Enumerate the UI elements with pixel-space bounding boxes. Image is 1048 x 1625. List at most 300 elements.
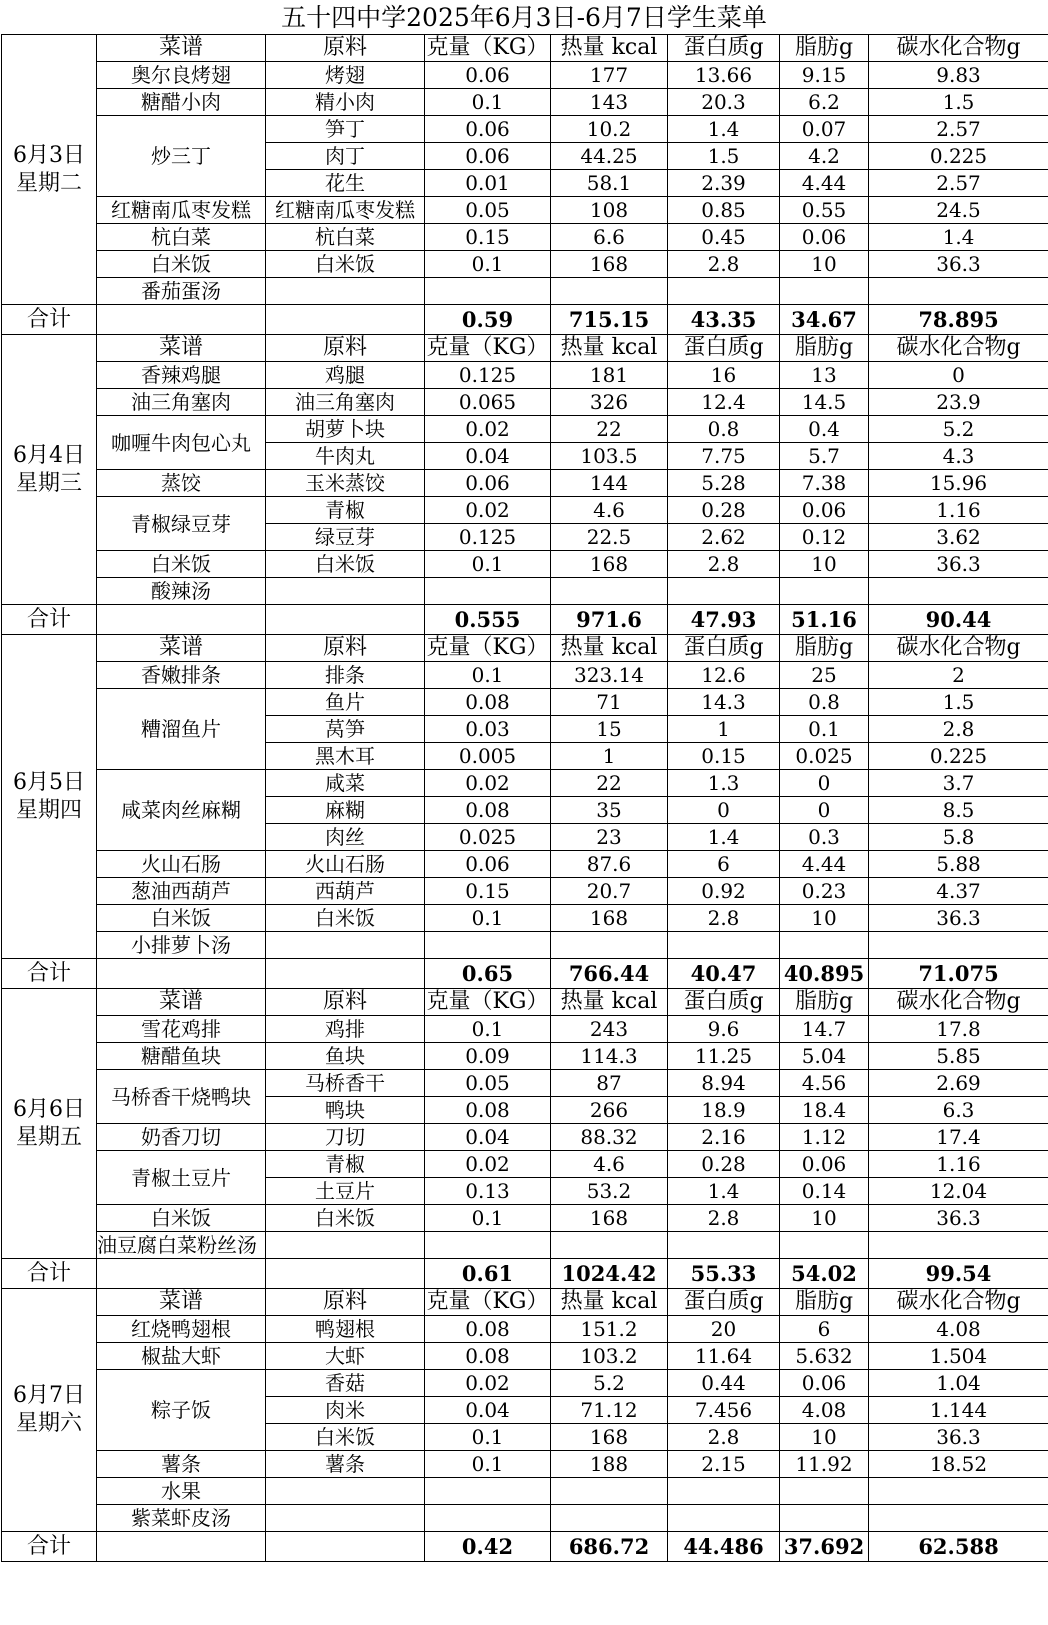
total-fat: 51.16 [780,605,869,635]
value-kcal: 266 [551,1097,668,1124]
table-row [2,116,1048,143]
value-carb: 5.8 [869,824,1048,851]
value-carb: 1.5 [869,89,1048,116]
ingredient: 火山石肠 [266,851,425,878]
value-protein [668,578,780,605]
value-protein: 13.66 [668,62,780,89]
column-header: 碳水化合物g [869,35,1048,62]
value-fat: 10 [780,905,869,932]
value-carb: 9.83 [869,62,1048,89]
column-header: 菜谱 [97,989,266,1016]
ingredient: 花生 [266,170,425,197]
table-row [2,1205,1048,1232]
value-kcal: 103.2 [551,1343,668,1370]
value-kg: 0.08 [425,797,551,824]
table-row [2,278,1048,305]
dish-name: 咸菜肉丝麻糊 [97,770,266,851]
value-fat: 6 [780,1316,869,1343]
ingredient: 鸭块 [266,1097,425,1124]
value-carb: 4.3 [869,443,1048,470]
value-kg: 0.03 [425,716,551,743]
value-protein: 12.6 [668,662,780,689]
value-kg: 0.1 [425,662,551,689]
value-kcal: 20.7 [551,878,668,905]
value-kg: 0.08 [425,1343,551,1370]
table-row [2,1070,1048,1097]
table-row [2,62,1048,89]
value-kcal: 71 [551,689,668,716]
value-kcal: 71.12 [551,1397,668,1424]
total-protein: 43.35 [668,305,780,335]
table-row [2,932,1048,959]
page-title: 五十四中学2025年6月3日-6月7日学生菜单 [281,3,767,32]
value-protein [668,932,780,959]
dish-name: 番茄蛋汤 [97,278,266,305]
table-row [2,497,1048,524]
total-fat: 34.67 [780,305,869,335]
value-fat: 18.4 [780,1097,869,1124]
value-protein: 16 [668,362,780,389]
value-carb: 5.88 [869,851,1048,878]
dish-name: 小排萝卜汤 [97,932,266,959]
value-carb: 5.2 [869,416,1048,443]
value-kg: 0.04 [425,443,551,470]
total-empty-dish [97,605,266,635]
value-carb: 1.4 [869,224,1048,251]
total-empty-dish [97,959,266,989]
table-row [2,878,1048,905]
value-kg: 0.06 [425,62,551,89]
ingredient: 白米饭 [266,551,425,578]
ingredient: 肉米 [266,1397,425,1424]
total-row [2,959,1048,989]
value-kcal: 326 [551,389,668,416]
ingredient: 绿豆芽 [266,524,425,551]
total-row [2,305,1048,335]
total-empty-dish [97,305,266,335]
ingredient [266,1505,425,1532]
value-kg: 0.08 [425,1316,551,1343]
value-kg [425,578,551,605]
column-header: 脂肪g [780,335,869,362]
value-protein: 8.94 [668,1070,780,1097]
dish-name: 酸辣汤 [97,578,266,605]
value-protein: 2.62 [668,524,780,551]
dish-name: 红糖南瓜枣发糕 [97,197,266,224]
dish-name: 粽子饭 [97,1370,266,1451]
value-carb [869,578,1048,605]
day-header-row [2,635,1048,662]
value-protein: 1.3 [668,770,780,797]
ingredient: 黑木耳 [266,743,425,770]
ingredient: 刀切 [266,1124,425,1151]
table-row [2,1343,1048,1370]
day-header-row [2,335,1048,362]
value-kcal: 151.2 [551,1316,668,1343]
dish-name: 油豆腐白菜粉丝汤 [97,1232,266,1259]
column-header: 热量 kcal [551,35,668,62]
dish-name: 糟溜鱼片 [97,689,266,770]
total-empty-ingredient [266,959,425,989]
value-protein: 2.39 [668,170,780,197]
value-kcal: 44.25 [551,143,668,170]
ingredient: 青椒 [266,497,425,524]
ingredient: 杭白菜 [266,224,425,251]
column-header: 热量 kcal [551,989,668,1016]
dish-name: 火山石肠 [97,851,266,878]
table-row [2,851,1048,878]
value-carb: 2.69 [869,1070,1048,1097]
value-carb: 1.144 [869,1397,1048,1424]
value-fat: 0.55 [780,197,869,224]
value-kcal: 177 [551,62,668,89]
value-kcal: 22 [551,416,668,443]
value-kg: 0.04 [425,1397,551,1424]
value-fat: 6.2 [780,89,869,116]
column-header: 脂肪g [780,989,869,1016]
value-carb: 18.52 [869,1451,1048,1478]
total-carb: 90.44 [869,605,1048,635]
value-protein [668,1232,780,1259]
ingredient: 咸菜 [266,770,425,797]
value-protein: 0.28 [668,1151,780,1178]
value-kg: 0.08 [425,689,551,716]
total-kcal: 1024.42 [551,1259,668,1289]
dish-name: 香嫩排条 [97,662,266,689]
value-carb: 36.3 [869,251,1048,278]
value-kcal [551,1478,668,1505]
value-fat [780,578,869,605]
value-carb: 0.225 [869,143,1048,170]
value-protein: 18.9 [668,1097,780,1124]
value-protein: 14.3 [668,689,780,716]
value-kcal: 4.6 [551,497,668,524]
value-kcal: 143 [551,89,668,116]
dish-name: 青椒绿豆芽 [97,497,266,551]
value-carb: 0 [869,362,1048,389]
table-row [2,1232,1048,1259]
table-row [2,1451,1048,1478]
value-fat: 14.7 [780,1016,869,1043]
value-kg: 0.15 [425,878,551,905]
total-label: 合计 [2,605,97,635]
date-text: 6月7日 [13,1383,85,1408]
value-kcal: 188 [551,1451,668,1478]
value-kg: 0.1 [425,251,551,278]
value-fat: 11.92 [780,1451,869,1478]
value-protein: 0.45 [668,224,780,251]
value-protein: 2.8 [668,551,780,578]
total-carb: 71.075 [869,959,1048,989]
value-kcal: 5.2 [551,1370,668,1397]
value-fat [780,1505,869,1532]
column-header: 克量（KG） [426,1289,549,1314]
total-kg: 0.555 [425,605,551,635]
table-row [2,1151,1048,1178]
weekday-text: 星期四 [15,797,82,823]
column-header: 原料 [266,35,425,62]
value-carb: 2.57 [869,170,1048,197]
total-protein: 44.486 [668,1532,780,1562]
value-kcal: 323.14 [551,662,668,689]
ingredient: 白米饭 [266,251,425,278]
value-kg: 0.08 [425,1097,551,1124]
value-kg [425,1505,551,1532]
column-header: 菜谱 [97,35,266,62]
value-kg [425,932,551,959]
value-kcal: 22 [551,770,668,797]
dish-name: 白米饭 [97,905,266,932]
column-header: 原料 [266,335,425,362]
ingredient: 青椒 [266,1151,425,1178]
column-header: 碳水化合物g [869,635,1048,662]
value-carb: 0.225 [869,743,1048,770]
value-kg: 0.1 [425,1016,551,1043]
value-fat: 0.06 [780,224,869,251]
value-fat: 5.04 [780,1043,869,1070]
day-header-row [2,989,1048,1016]
value-carb: 2 [869,662,1048,689]
dish-name: 油三角塞肉 [97,389,266,416]
value-fat: 0.4 [780,416,869,443]
ingredient: 油三角塞肉 [266,389,425,416]
value-kcal: 4.6 [551,1151,668,1178]
value-fat: 5.632 [780,1343,869,1370]
table-row [2,224,1048,251]
dish-name: 奶香刀切 [97,1124,266,1151]
total-kcal: 715.15 [551,305,668,335]
table-row [2,1043,1048,1070]
value-protein: 0.92 [668,878,780,905]
value-protein: 1 [668,716,780,743]
table-row [2,89,1048,116]
total-kg: 0.61 [425,1259,551,1289]
column-header: 菜谱 [97,635,266,662]
column-header: 脂肪g [780,1289,869,1316]
table-row [2,1016,1048,1043]
value-kcal: 168 [551,905,668,932]
ingredient: 大虾 [266,1343,425,1370]
ingredient: 马桥香干 [266,1070,425,1097]
value-fat: 10 [780,551,869,578]
value-fat: 0.14 [780,1178,869,1205]
date-text: 6月4日 [13,442,85,468]
table-row [2,470,1048,497]
weekday-text: 星期三 [15,470,82,496]
table-row [2,905,1048,932]
value-protein: 2.8 [668,1424,780,1451]
value-fat: 0.06 [780,1370,869,1397]
value-fat: 10 [780,1424,869,1451]
value-kg: 0.06 [425,143,551,170]
ingredient: 排条 [266,662,425,689]
ingredient: 白米饭 [266,905,425,932]
value-fat: 9.15 [780,62,869,89]
ingredient: 西葫芦 [266,878,425,905]
value-carb: 5.85 [869,1043,1048,1070]
value-kg [425,278,551,305]
value-kg: 0.125 [425,362,551,389]
table-row [2,770,1048,797]
table-row [2,689,1048,716]
value-protein: 1.4 [668,116,780,143]
ingredient: 鸡腿 [266,362,425,389]
value-kg: 0.02 [425,1151,551,1178]
day-header-row [2,35,1048,62]
value-kg [425,1478,551,1505]
value-fat: 4.08 [780,1397,869,1424]
value-fat: 4.56 [780,1070,869,1097]
column-header: 原料 [266,989,425,1016]
value-protein: 2.8 [668,905,780,932]
value-fat [780,1232,869,1259]
ingredient: 肉丁 [266,143,425,170]
value-carb: 3.62 [869,524,1048,551]
ingredient: 香菇 [266,1370,425,1397]
total-protein: 47.93 [668,605,780,635]
value-kg: 0.15 [425,224,551,251]
column-header: 碳水化合物g [869,1289,1048,1316]
value-protein: 2.8 [668,1205,780,1232]
value-fat [780,1478,869,1505]
total-row [2,1259,1048,1289]
value-kcal: 23 [551,824,668,851]
date-text: 6月6日 [13,1096,85,1122]
value-carb: 4.08 [869,1316,1048,1343]
value-kcal: 168 [551,551,668,578]
dish-name: 紫菜虾皮汤 [97,1505,266,1532]
value-carb: 1.16 [869,497,1048,524]
total-empty-ingredient [266,1259,425,1289]
ingredient [266,278,425,305]
value-kg: 0.09 [425,1043,551,1070]
value-protein: 9.6 [668,1016,780,1043]
value-fat: 0.8 [780,689,869,716]
menu-table [1,34,1048,1562]
total-empty-dish [97,1259,266,1289]
value-protein: 6 [668,851,780,878]
column-header: 热量 kcal [551,635,668,662]
ingredient: 白米饭 [266,1205,425,1232]
weekday-text: 星期二 [15,170,82,196]
total-protein: 40.47 [668,959,780,989]
ingredient: 鱼块 [266,1043,425,1070]
table-row [2,251,1048,278]
value-carb: 17.4 [869,1124,1048,1151]
value-kg: 0.13 [425,1178,551,1205]
column-header: 原料 [266,635,425,662]
value-fat: 7.38 [780,470,869,497]
value-fat: 0 [780,770,869,797]
value-protein: 2.16 [668,1124,780,1151]
value-fat: 25 [780,662,869,689]
value-kcal: 6.6 [551,224,668,251]
value-protein: 7.456 [668,1397,780,1424]
column-header: 菜谱 [97,335,266,362]
column-header: 蛋白质g [668,989,780,1016]
total-carb: 78.895 [869,305,1048,335]
value-carb: 1.5 [869,689,1048,716]
value-kg: 0.1 [425,89,551,116]
total-empty-ingredient [266,605,425,635]
value-protein: 0.15 [668,743,780,770]
value-carb [869,1478,1048,1505]
value-carb: 36.3 [869,1205,1048,1232]
column-header: 蛋白质g [668,335,780,362]
dish-name: 马桥香干烧鸭块 [97,1070,266,1124]
value-protein: 2.15 [668,1451,780,1478]
table-row [2,551,1048,578]
weekday-text: 星期六 [15,1411,82,1436]
ingredient [266,578,425,605]
value-protein: 2.8 [668,251,780,278]
column-header: 热量 kcal [551,335,668,362]
value-kg [425,1232,551,1259]
value-fat: 0.06 [780,1151,869,1178]
value-fat: 0 [780,797,869,824]
value-kg: 0.06 [425,851,551,878]
value-kcal: 243 [551,1016,668,1043]
date-cell [2,1289,97,1532]
value-kg: 0.065 [425,389,551,416]
value-protein: 0 [668,797,780,824]
value-fat: 4.44 [780,851,869,878]
value-carb: 36.3 [869,905,1048,932]
value-kcal: 1 [551,743,668,770]
value-protein: 7.75 [668,443,780,470]
dish-name: 咖喱牛肉包心丸 [97,416,266,470]
value-kcal: 168 [551,1424,668,1451]
total-label: 合计 [2,1259,97,1289]
total-protein: 55.33 [668,1259,780,1289]
value-kg: 0.1 [425,905,551,932]
dish-name: 白米饭 [97,1205,266,1232]
value-protein: 0.8 [668,416,780,443]
dish-name: 香辣鸡腿 [97,362,266,389]
value-carb: 2.57 [869,116,1048,143]
day-header-row [2,1289,1048,1316]
value-kcal: 87.6 [551,851,668,878]
table-row [2,1124,1048,1151]
ingredient: 鱼片 [266,689,425,716]
column-header: 热量 kcal [551,1289,668,1316]
ingredient: 薯条 [266,1451,425,1478]
value-kcal: 168 [551,1205,668,1232]
value-kcal: 53.2 [551,1178,668,1205]
dish-name: 雪花鸡排 [97,1016,266,1043]
value-protein: 1.4 [668,824,780,851]
value-fat [780,932,869,959]
dish-name: 青椒土豆片 [97,1151,266,1205]
value-protein: 1.5 [668,143,780,170]
value-protein: 11.25 [668,1043,780,1070]
ingredient [266,932,425,959]
value-kcal [551,578,668,605]
value-carb: 1.16 [869,1151,1048,1178]
column-header: 蛋白质g [668,635,780,662]
value-fat: 0.3 [780,824,869,851]
total-label: 合计 [2,959,97,989]
column-header: 克量（KG） [426,989,549,1014]
column-header: 克量（KG） [426,335,549,360]
value-fat: 0.12 [780,524,869,551]
dish-name: 白米饭 [97,551,266,578]
value-kg: 0.025 [425,824,551,851]
ingredient [266,1478,425,1505]
ingredient: 玉米蒸饺 [266,470,425,497]
total-label: 合计 [2,305,97,335]
column-header: 蛋白质g [668,1289,780,1316]
